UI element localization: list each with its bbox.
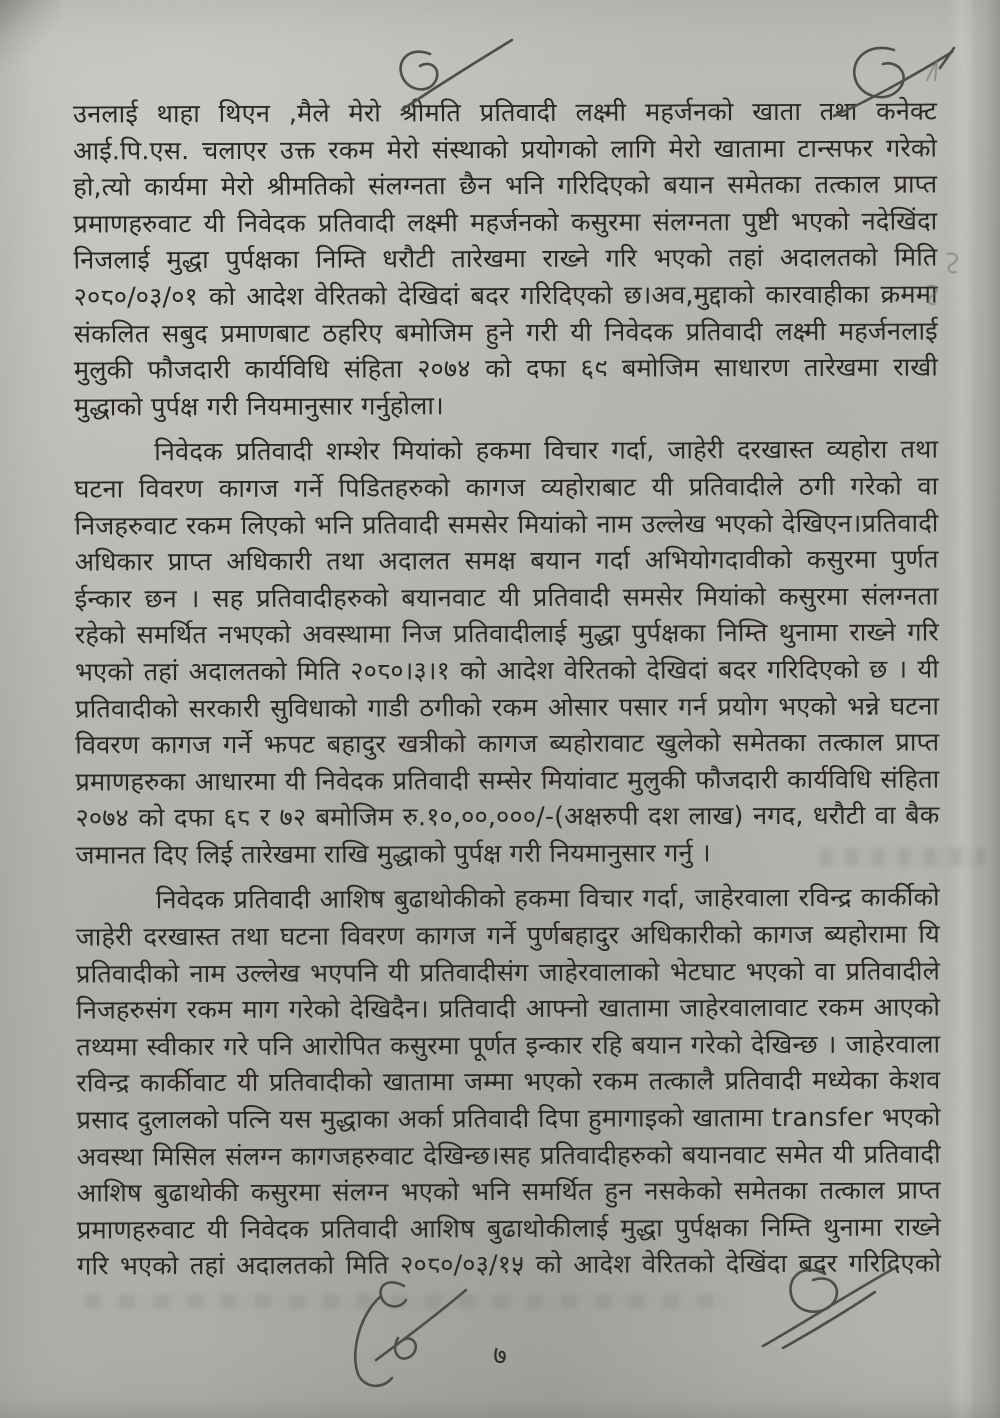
page-number: ७ (493, 1341, 507, 1371)
ink-bleed-ghost-text (85, 1294, 725, 1309)
pen-tick-right-margin-icon (924, 56, 948, 84)
paragraph-1: उनलाई थाहा थिएन ,मैले मेरो श्रीमति प्रतिवादी लक्ष्मी महर्जनको खाता तथा कनेक्ट आई.पि.एस. चलाएर उक्त रकम मेरो संस्थाको प्रयोगको लागि मेरो खातामा टान्सफर गरेको हो,त्यो कार्यमा मेरो श्रीमतिको संलग्नता छैन भनि गरिदिएको बयान समेतका तत्काल प्राप्त प्रमाणहरुवाट यी निवेदक प्रतिवादी लक्ष्मी महर्जनको कसुरमा संलग्नता पुष्टी भएको नदेखिंदा निजलाई मुद्धा पुर्पक्षका निम्ति धरौटी तारेखमा राख्ने गरि भएको तहां अदालतको मिति २०८०/०३/०१ को आदेश वेरितको देखिदां बदर गरिदिएको छ।अव,मुद्दाको कारवाहीका क्रममा संकलित सबुद प्रमाणबाट ठहरिए बमोजिम हुने गरी यी निवेदक प्रतिवादी लक्ष्मी महर्जनलाई मुलुकी फौजदारी कार्यविधि संहिता २०७४ को दफा ६९ बमोजिम साधारण तारेखमा राखी मुद्धाको पुर्पक्ष गरी नियमानुसार गर्नुहोला। (72, 96, 938, 423)
scan-edge-shadow (972, 0, 1000, 1418)
scan-edge-light-band (948, 0, 972, 1418)
scan-bottom-shadow (0, 1398, 1000, 1418)
paragraph-2: निवेदक प्रतिवादी शम्शेर मियांको हकमा विचार गर्दा, जाहेरी दरखास्त व्यहोरा तथा घटना विवरण कागज गर्ने पिडितहरुको कागज व्यहोराबाट यी प्रतिवादीले ठगी गरेको वा निजहरुवाट रकम लिएको भनि प्रतिवादी समसेर मियांको नाम उल्लेख भएको देखिएन।प्रतिवादी अधिकार प्राप्त अधिकारी तथा अदालत समक्ष बयान गर्दा अभियोगदावीको कसुरमा पुर्णत ईन्कार छन । सह प्रतिवादीहरुको बयानवाट यी प्रतिवादी समसेर मियांको कसुरमा संलग्नता रहेको समर्थित नभएको अवस्थामा निज प्रतिवादीलाई मुद्धा पुर्पक्षका निम्ति थुनामा राख्ने गरि भएको तहां अदालतको मिति २०८०।३।१ को आदेश वेरितको देखिदां बदर गरिदिएको छ । यी प्रतिवादीको सरकारी सुविधाको गाडी ठगीको रकम ओसार पसार गर्न प्रयोग भएको भन्ने घटना विवरण कागज गर्ने झपट बहादुर खत्रीको कागज ब्यहोरावाट खुलेको समेतका तत्काल प्राप्त प्रमाणहरुका आधारमा यी निवेदक प्रतिवादी सम्सेर मियांवाट मुलुकी फौजदारी कार्यविधि संहिता २०७४ को दफा ६८ र ७२ बमोजिम रु.१०,००,०००/-(अक्षरुपी दश लाख) नगद, धरौटी वा बैक जमानत दिए लिई तारेखमा राखि मुद्धाको पुर्पक्ष गरी नियमानुसार गर्नु । (74, 434, 940, 871)
scan-corner-shadow (0, 0, 60, 75)
document-body (73, 93, 941, 1285)
paragraph-3: निवेदक प्रतिवादी आशिष बुढाथोकीको हकमा विचार गर्दा, जाहेरवाला रविन्द्र कार्कीको जाहेरी दरखास्त तथा घटना विवरण कागज गर्ने पुर्णबहादुर अधिकारीको कागज ब्यहोरामा यि प्रतिवादीको नाम उल्लेख भएपनि यी प्रतिवादीसंग जाहेरवालाको भेटघाट भएको वा प्रतिवादीले निजहरुसंग रकम माग गरेको देखिदैन। प्रतिवादी आफ्नो खातामा जाहेरवालावाट रकम आएको तथ्यमा स्वीकार गरे पनि आरोपित कसुरमा पूर्णत इन्कार रहि बयान गरेको देखिन्छ । जाहेरवाला रविन्द्र कार्कीवाट यी प्रतिवादीको खातामा जम्मा भएको रकम तत्कालै प्रतिवादी मध्येका केशव प्रसाद दुलालको पत्नि यस मुद्धाका अर्का प्रतिवादी दिपा हुमागाइको खातामा transfer भएको अवस्था मिसिल संलग्न कागजहरुवाट देखिन्छ।सह प्रतिवादीहरुको बयानवाट समेत यी प्रतिवादी आशिष बुढाथोकी कसुरमा संलग्न भएको भनि समर्थित हुन नसकेको समेतका तत्काल प्राप्त प्रमाणहरुवाट यी निवेदक प्रतिवादी आशिष बुढाथोकीलाई मुद्धा पुर्पक्षका निम्ति थुनामा राख्ने गरि भएको तहां अदालतको मिति २०८०/०३/१५ को आदेश वेरितको देखिंदा बदर गरिदिएको (75, 882, 942, 1282)
